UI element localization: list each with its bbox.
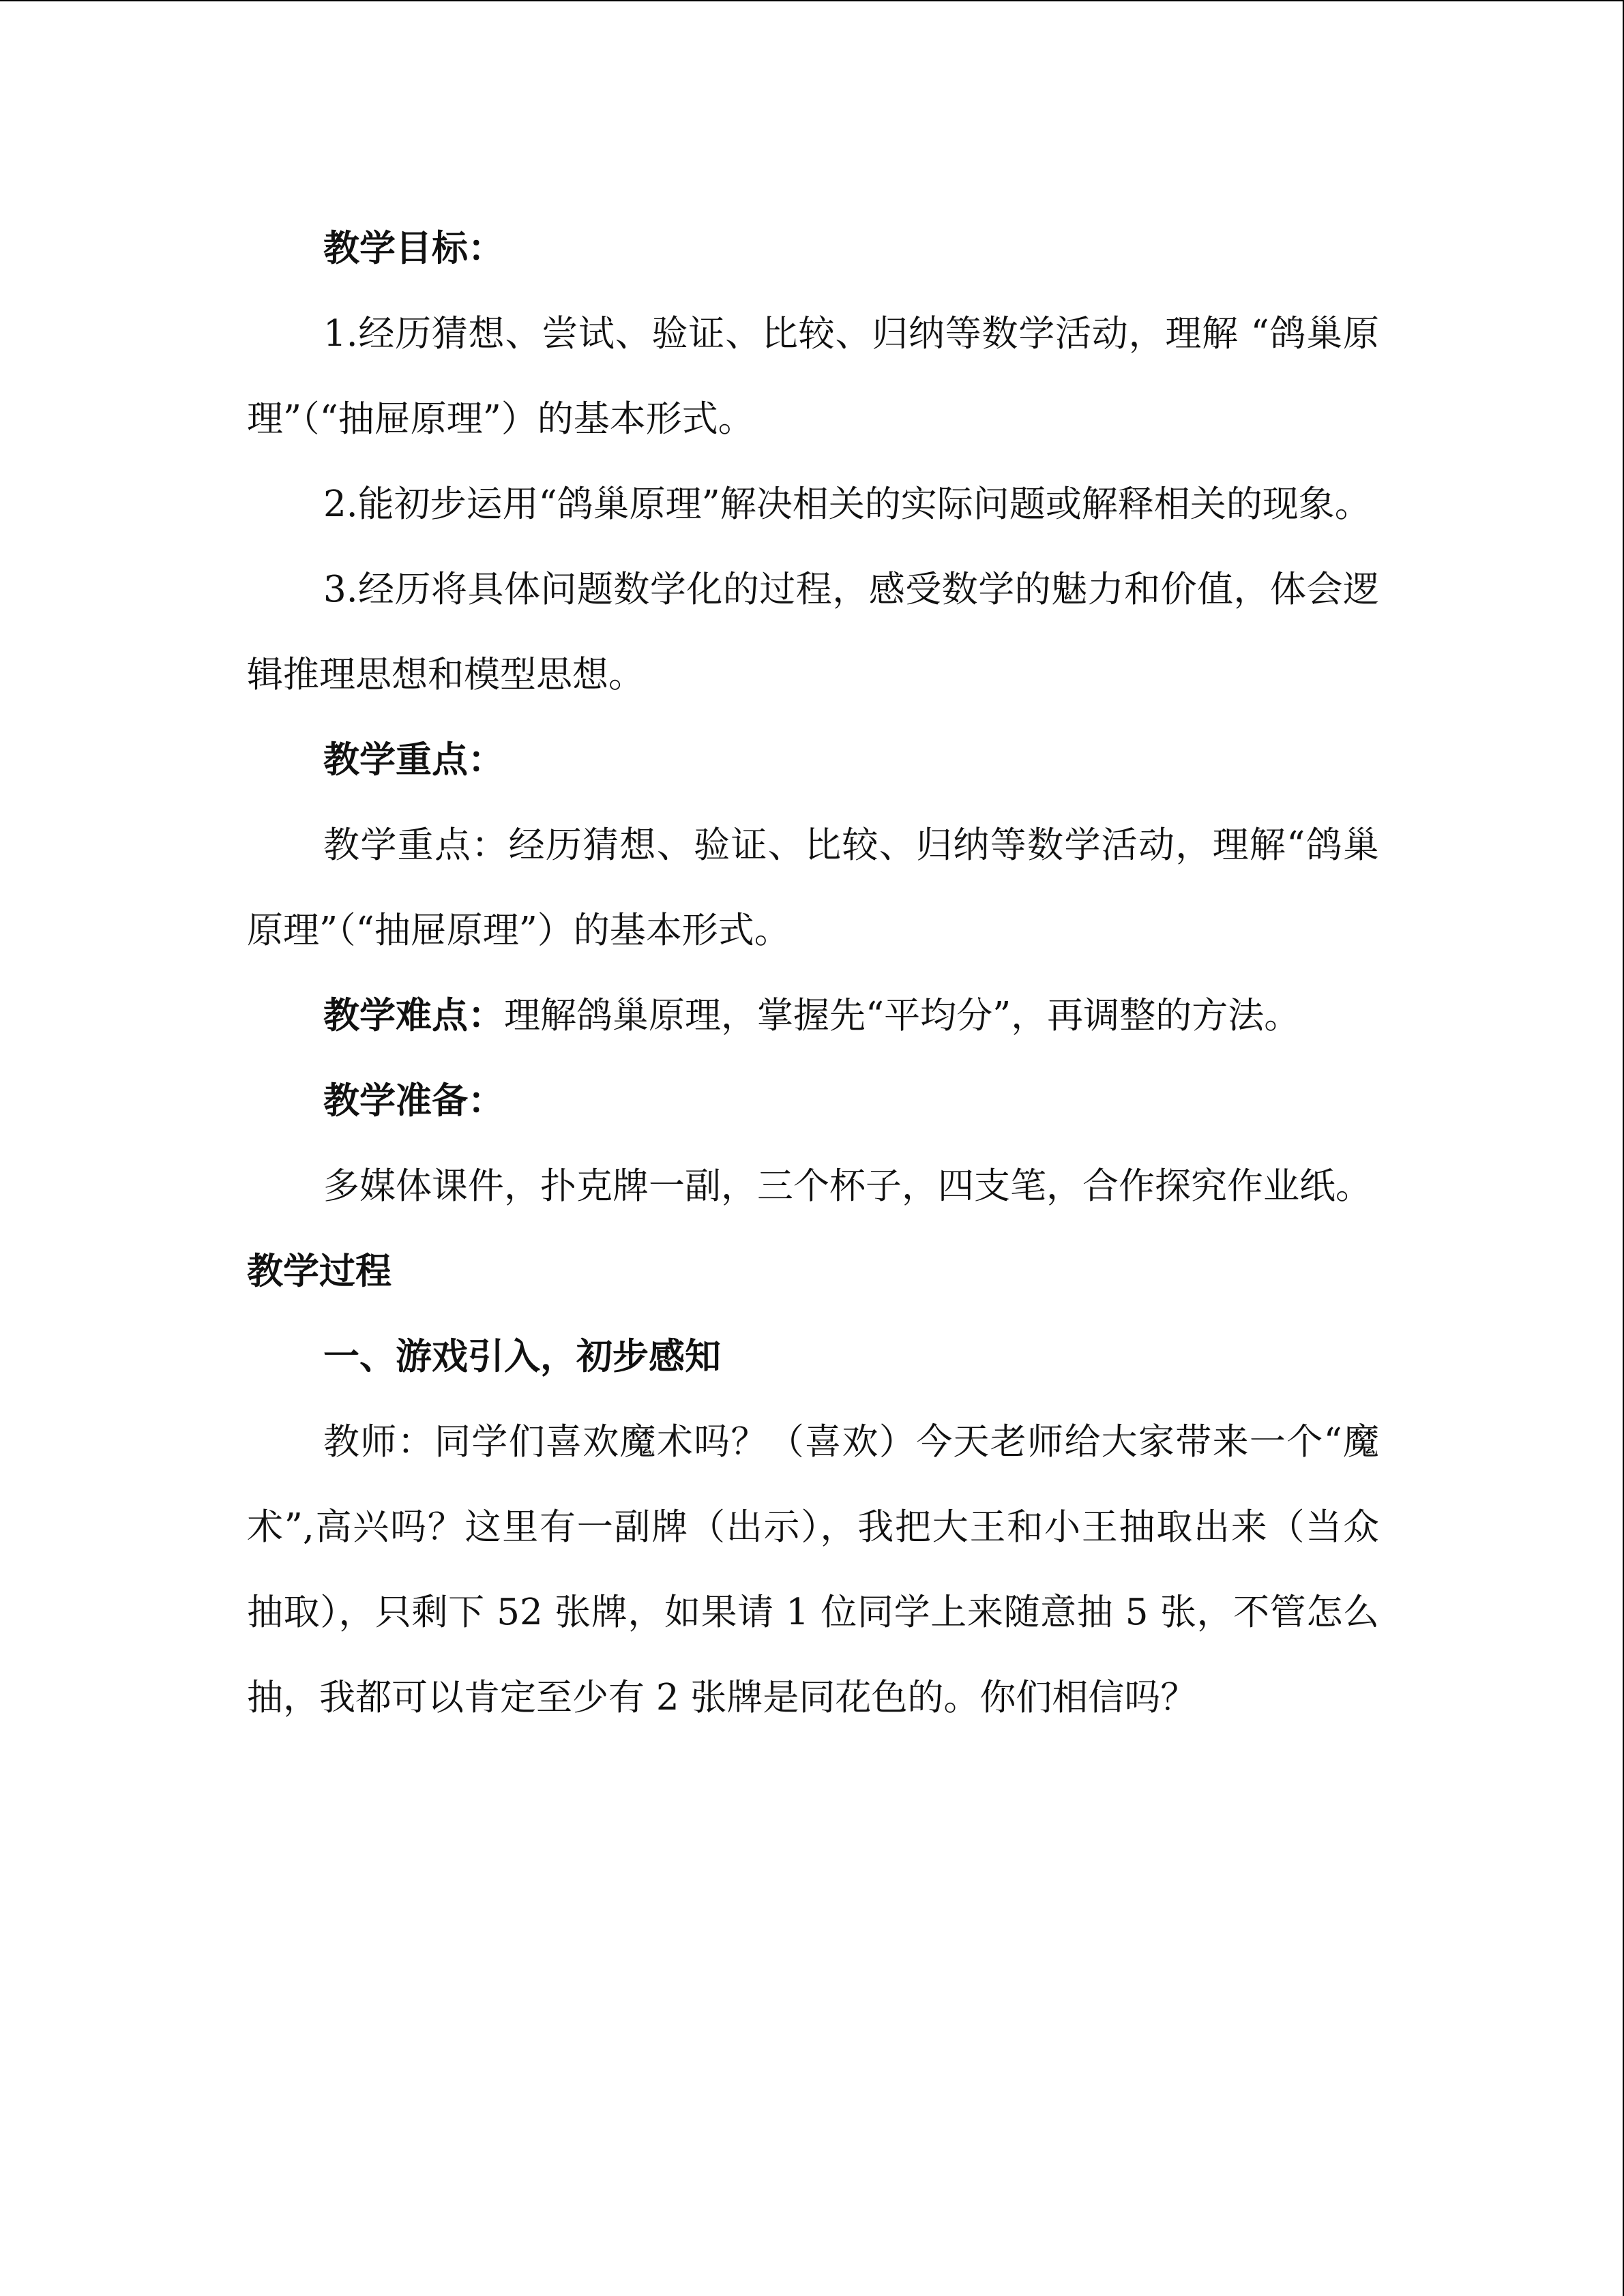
preparation-heading: 教学准备：: [323, 1080, 504, 1122]
difficulty-paragraph: [247, 973, 1379, 1058]
preparation-text: 多媒体课件，扑克牌一副，三个杯子，四支笔，合作探究作业纸。: [323, 1165, 1372, 1207]
key-points-heading: 教学重点：: [323, 739, 504, 781]
process-heading: 教学过程: [247, 1251, 392, 1292]
key-points-text: 教学重点：经历猜想、验证、比较、归纳等数学活动，理解“鸽巢原理”（“抽屉原理”）的基本形式。: [247, 824, 1379, 951]
goal-2: 2.能初步运用“鸽巢原理”解决相关的实际问题或解释相关的现象。: [323, 483, 1371, 525]
teacher-paragraph: 教师：同学们喜欢魔术吗？（喜欢）今天老师给大家带来一个“魔术”,高兴吗？这里有一副牌（出示），我把大王和小王抽取出来（当众抽取），只剩下 52 张牌，如果请 1 位同学上来随意抽 5 张，不管怎么抽，我都可以肯定至少有 2 张牌是同花色的。你们相信吗？: [247, 1421, 1379, 1718]
difficulty-text: 理解鸽巢原理，掌握先“平均分”，再调整的方法。: [504, 995, 1301, 1037]
difficulty-label: 教学难点：: [323, 995, 504, 1037]
goal-3: 3.经历将具体问题数学化的过程，感受数学的魅力和价值，体会逻辑推理思想和模型思想。: [247, 569, 1379, 696]
part1-heading: 一、游戏引入，初步感知: [323, 1336, 721, 1377]
goals-heading: 教学目标：: [323, 228, 504, 269]
document-body: [247, 206, 1379, 1740]
goal-1: 1.经历猜想、尝试、验证、比较、归纳等数学活动，理解 “鸽巢原理”（“抽屉原理”）的基本形式。: [247, 313, 1379, 440]
